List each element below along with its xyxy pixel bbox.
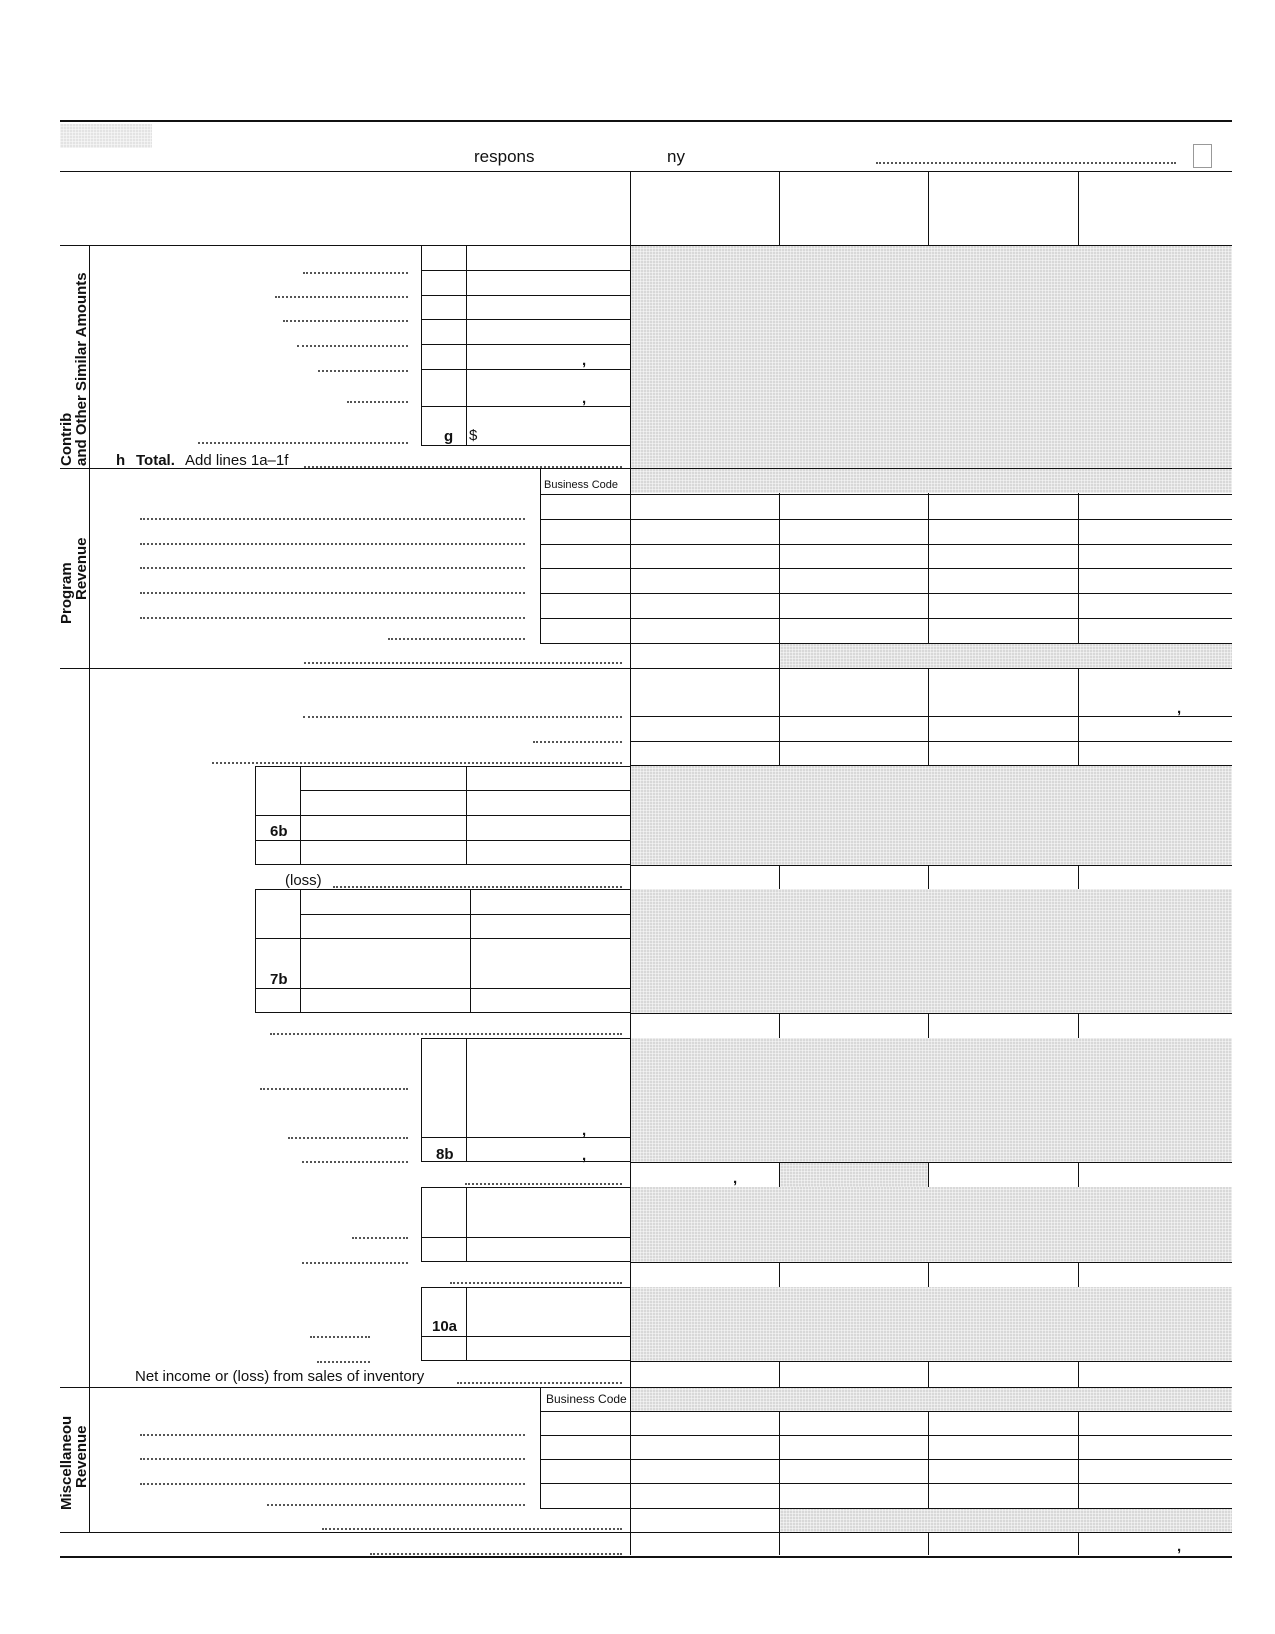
leader-2a (140, 518, 525, 520)
comma-mark-3: , (1177, 700, 1182, 717)
contrib-row-1 (421, 270, 630, 271)
leader-1c (283, 320, 408, 322)
leader-11b (140, 1458, 525, 1460)
leader-6d (333, 886, 622, 888)
line-10-shade (631, 1287, 1232, 1361)
program-row-3 (540, 568, 1232, 569)
line-7b-label: 7b (270, 971, 288, 988)
line-7-col-2 (470, 889, 471, 1013)
line-7-col-1 (300, 889, 301, 1013)
program-total-shade (780, 644, 1232, 668)
header-leader (876, 162, 1176, 164)
leader-1b (275, 296, 408, 298)
misc-code-col (540, 1387, 541, 1508)
misc-business-code: Business Code (546, 1392, 627, 1406)
program-header-shade (631, 469, 1232, 493)
leader-2b (140, 543, 525, 545)
line-6-row-2 (255, 815, 631, 816)
leader-2e (140, 617, 525, 619)
comma-mark-1: , (582, 352, 587, 369)
row-4-bottom (630, 741, 1232, 742)
row-3-bottom (630, 716, 1232, 717)
line-6-row-3 (255, 840, 631, 841)
misc-header-shade (631, 1388, 1232, 1411)
contrib-box-mid (466, 245, 467, 445)
misc-row-4 (540, 1483, 1232, 1484)
contrib-row-5 (421, 369, 630, 370)
header-fragment-ny: ny (667, 147, 685, 166)
line-10-bottom (630, 1361, 1232, 1362)
leader-9b (302, 1262, 408, 1264)
misc-row-1 (540, 1411, 1232, 1412)
line-9-row-1 (421, 1237, 631, 1238)
program-row-0 (540, 494, 1232, 495)
comma-mark-2: , (582, 390, 587, 407)
line-9-shade (631, 1187, 1232, 1262)
line-10-col (466, 1287, 467, 1361)
line-h-letter: h (116, 452, 126, 469)
header-checkbox[interactable] (1193, 144, 1212, 168)
bottom-rule (60, 1556, 1232, 1558)
line-7-row-1 (300, 914, 631, 915)
contrib-row-3 (421, 319, 630, 320)
header-smudge (60, 124, 152, 148)
line-h-total: Total. (136, 452, 175, 469)
program-section-label-2: Revenue (73, 537, 90, 600)
line-7-row-3 (255, 988, 631, 989)
leader-3 (303, 716, 622, 718)
leader-9c (450, 1282, 622, 1284)
line-8-grid (421, 1038, 631, 1162)
line-8b-label: 8b (436, 1146, 454, 1163)
line-6-shade (631, 766, 1232, 865)
contrib-section-label-1: Contrib (58, 412, 75, 466)
leader-11c (140, 1483, 525, 1485)
line-8c-shade (780, 1163, 928, 1187)
line-9-bottom (630, 1262, 1232, 1263)
contrib-section-label-2: and Other Similar Amounts (73, 272, 90, 466)
leader-8d (465, 1183, 622, 1185)
leader-1e (318, 370, 408, 372)
line-12-top (60, 1532, 1232, 1533)
program-business-code: Business Code (544, 479, 618, 491)
leader-11a (140, 1434, 525, 1436)
leader-10a (310, 1336, 370, 1338)
leader-2c (140, 567, 525, 569)
contrib-row-4 (421, 344, 630, 345)
header-fragment-respons: respons (474, 147, 535, 166)
line-7-grid (255, 889, 631, 1013)
leader-2d (140, 592, 525, 594)
misc-total-shade (780, 1509, 1232, 1532)
top-rule (60, 120, 1232, 122)
program-row-5 (540, 618, 1232, 619)
comma-mark-8c: , (733, 1170, 738, 1187)
line-6-row-1 (300, 790, 631, 791)
program-section-label-1: Program (58, 562, 75, 624)
comma-mark-8b: , (582, 1147, 587, 1164)
leader-10c (457, 1382, 622, 1384)
leader-5 (212, 762, 622, 764)
leader-1g (198, 442, 408, 444)
line-8-shade (631, 1038, 1232, 1162)
line-8-col (466, 1038, 467, 1162)
misc-row-3 (540, 1459, 1232, 1460)
line-7-row-2 (255, 938, 631, 939)
leader-8c (302, 1161, 408, 1163)
comma-mark-8a: , (582, 1122, 587, 1139)
other-top-rule (60, 668, 1232, 669)
line-h-text: Add lines 1a–1f (185, 452, 289, 469)
leader-12 (370, 1553, 622, 1555)
header-bottom-rule (60, 171, 1232, 172)
line-10a-label: 10a (432, 1318, 458, 1335)
line-10c-net-income: Net income or (loss) from sales of inventory (135, 1368, 425, 1385)
leader-2g (304, 662, 622, 664)
line-9-col (466, 1187, 467, 1262)
line-10-row-1 (421, 1336, 631, 1337)
leader-8a (260, 1088, 408, 1090)
line-6d-loss: (loss) (285, 872, 322, 889)
line-g-dollar: $ (469, 427, 478, 444)
contrib-row-2 (421, 295, 630, 296)
contrib-box-left (421, 245, 422, 445)
line-7-bottom (630, 1013, 1232, 1014)
contrib-row-7 (421, 445, 630, 446)
contrib-shaded-columns (631, 246, 1232, 468)
leader-11d (267, 1504, 525, 1506)
contrib-row-6 (421, 406, 630, 407)
program-row-4 (540, 593, 1232, 594)
leader-8b (288, 1137, 408, 1139)
misc-section-label-1: Miscellaneou (58, 1415, 75, 1510)
leader-2f (388, 638, 525, 640)
line-6b-label: 6b (270, 823, 288, 840)
misc-row-2 (540, 1435, 1232, 1436)
line-8-bottom (630, 1162, 1232, 1163)
leader-7c (270, 1033, 622, 1035)
line-8-row-1 (421, 1137, 631, 1138)
misc-section-label-2: Revenue (73, 1425, 90, 1488)
leader-1f (347, 401, 408, 403)
program-row-2 (540, 544, 1232, 545)
leader-10b (317, 1361, 370, 1363)
other-side-rule (89, 668, 90, 1388)
leader-11e (322, 1528, 622, 1530)
line-g-label: g (444, 428, 454, 445)
comma-mark-12: , (1177, 1538, 1182, 1555)
leader-1a (303, 272, 408, 274)
leader-1d (297, 345, 408, 347)
leader-9a (352, 1237, 408, 1239)
line-9-grid (421, 1187, 631, 1262)
leader-4 (533, 741, 622, 743)
line-7-shade (631, 889, 1232, 1013)
program-row-1 (540, 519, 1232, 520)
line-6-bottom (630, 865, 1232, 866)
